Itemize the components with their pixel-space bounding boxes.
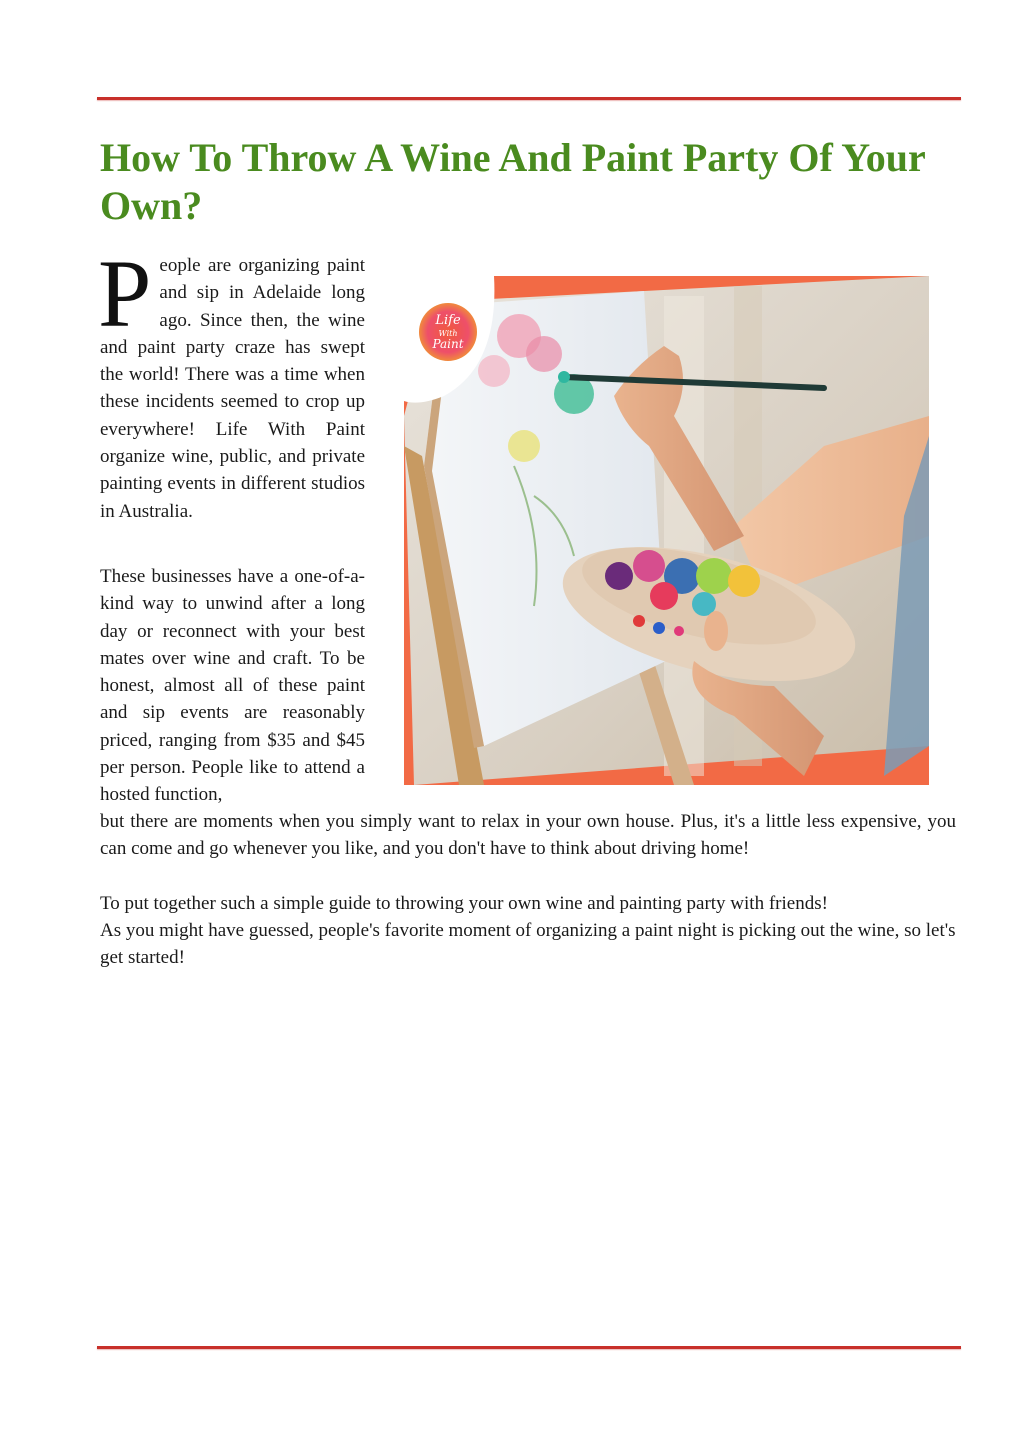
logo-line-1: Life (435, 313, 461, 328)
fourth-paragraph: To put together such a simple guide to throwing your own wine and painting party with friends! (100, 893, 828, 914)
fifth-paragraph: As you might have guessed, people's favorite moment of organizing a paint night is picking out the wine, so let's get started! (100, 920, 956, 969)
logo-line-3: Paint (432, 337, 464, 351)
life-with-paint-logo (419, 303, 477, 361)
header-rule (97, 97, 961, 100)
intro-paragraph (98, 240, 365, 525)
intro-text: eople are organizing paint and sip in Adelaide long ago. Since then, the wine and paint party craze has swept the world! There was a time when these incidents seemed to crop up everywhere! Life With Paint organize wine, public, and private painting events in different studios in Australia. (100, 255, 365, 522)
drop-cap: P (98, 240, 152, 347)
article-title: How To Throw A Wine And Paint Party Of Your Own? (100, 135, 926, 228)
second-paragraph: These businesses have a one-of-a-kind way to unwind after a long day or reconnect with your best mates over wine and craft. To be honest, almost all of these paint and sip events are reasonably priced, ranging from $35 and $45 per person. People like to attend a hosted function, (100, 566, 365, 806)
article-photo (404, 276, 929, 785)
logo-line-2: With (438, 329, 458, 338)
footer-rule (97, 1346, 961, 1349)
third-paragraph: but there are moments when you simply want to relax in your own house. Plus, it's a little less expensive, you can come and go whenever you like, and you don't have to think about driving home! (100, 811, 956, 860)
